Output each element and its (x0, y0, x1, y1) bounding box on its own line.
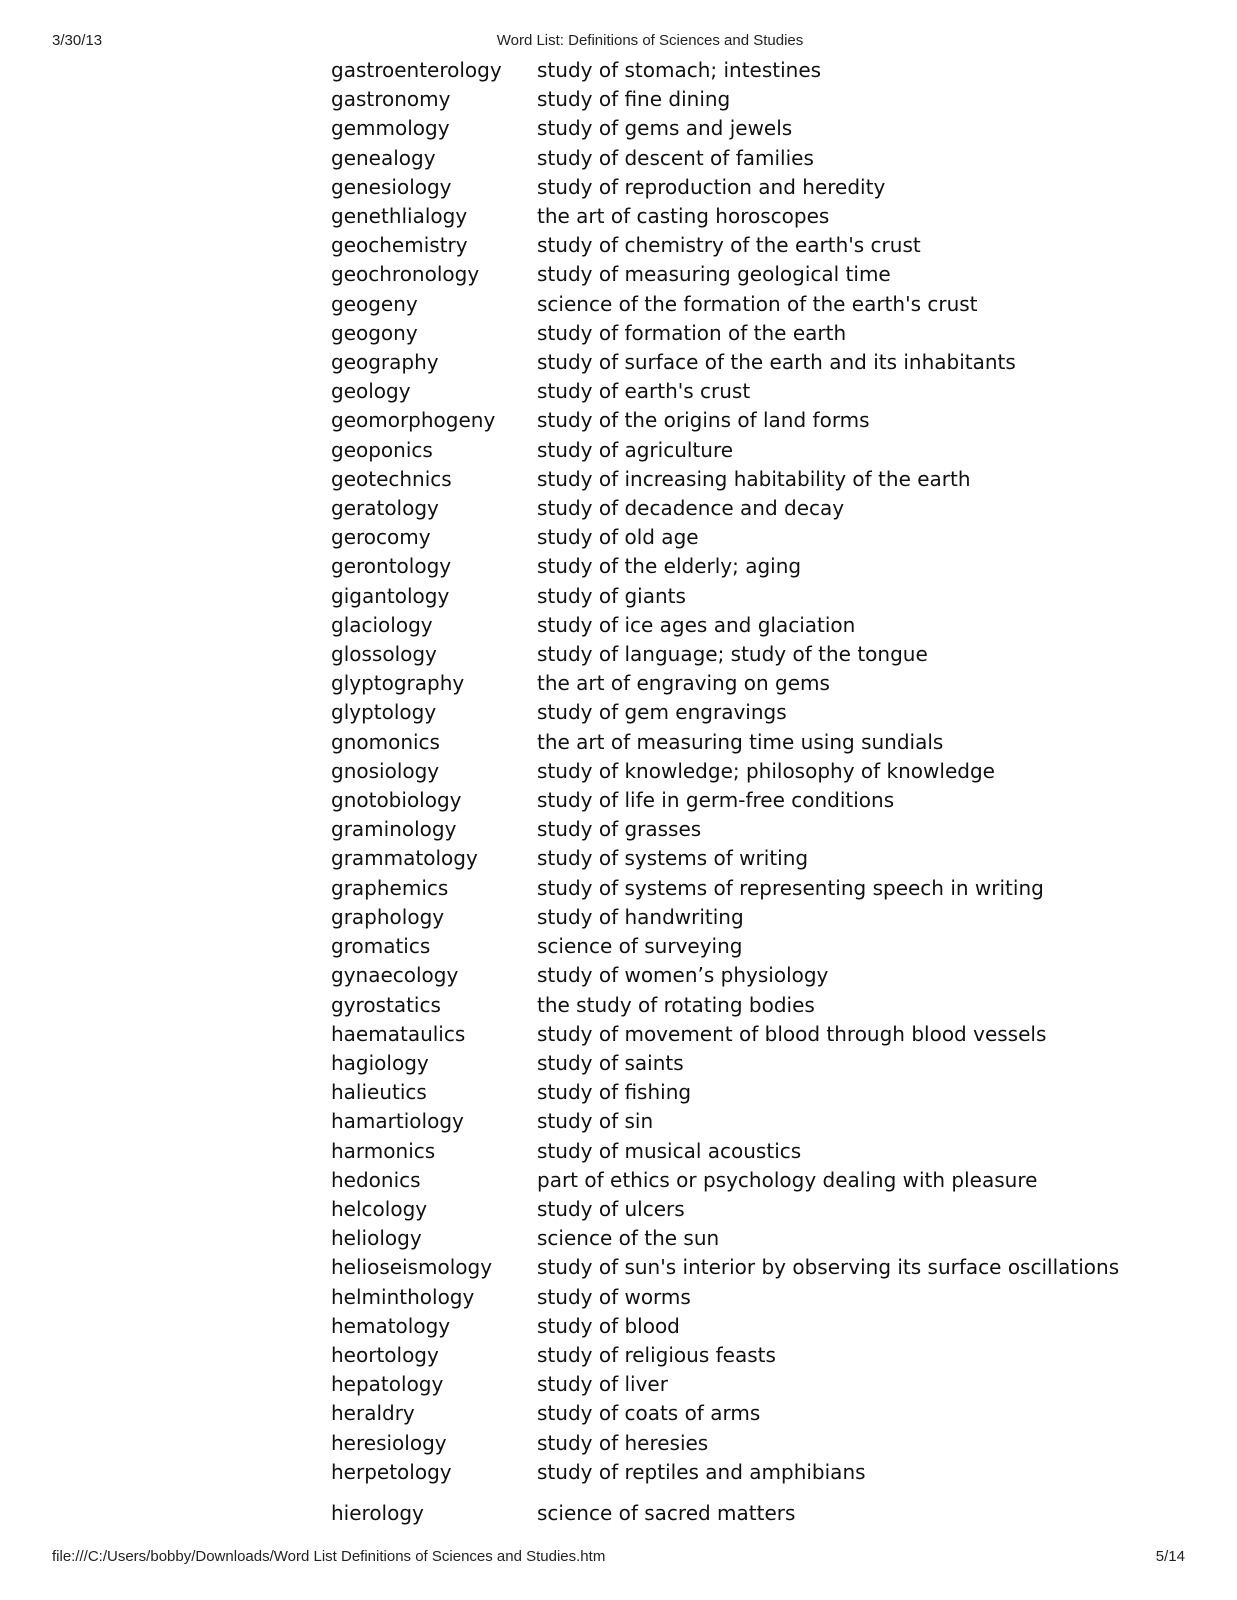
definition-cell: study of old age (537, 525, 699, 550)
term-cell: helioseismology (331, 1255, 493, 1280)
word-list-last-table (331, 1499, 795, 1528)
definition-cell: study of descent of families (537, 145, 814, 170)
table-row (331, 991, 1119, 1020)
definition-cell: study of reproduction and heredity (537, 174, 886, 199)
definition-cell: study of measuring geological time (537, 262, 891, 287)
definition-cell: study of women’s physiology (537, 963, 829, 988)
table-row (331, 290, 1119, 319)
definition-cell: study of grasses (537, 817, 702, 842)
term-cell: heraldry (331, 1401, 415, 1426)
definition-cell: study of ulcers (537, 1196, 685, 1221)
term-cell: hagiology (331, 1050, 429, 1075)
definition-cell: study of earth's crust (537, 379, 751, 404)
term-cell: gerontology (331, 554, 452, 579)
table-row (331, 1458, 1119, 1487)
term-cell: geochemistry (331, 233, 468, 258)
term-cell: gyrostatics (331, 992, 441, 1017)
file-url: file:///C:/Users/bobby/Downloads/Word List Definitions of Sciences and Studies.htm (52, 1548, 606, 1565)
term-cell: geoponics (331, 437, 433, 462)
term-cell: genethlialogy (331, 204, 468, 229)
term-cell: geology (331, 379, 411, 404)
table-row (331, 1429, 1119, 1458)
definition-cell: study of fine dining (537, 87, 731, 112)
table-row (331, 1049, 1119, 1078)
term-cell: gnomonics (331, 729, 440, 754)
table-row (331, 1137, 1119, 1166)
definition-cell: the art of engraving on gems (537, 671, 830, 696)
definition-cell: science of sacred matters (537, 1501, 796, 1525)
table-row (331, 465, 1119, 494)
table-row (331, 436, 1119, 465)
definition-cell: the art of casting horoscopes (537, 204, 830, 229)
table-row (331, 1499, 795, 1528)
table-row (331, 815, 1119, 844)
definition-cell: study of blood (537, 1313, 680, 1338)
table-row (331, 260, 1119, 289)
term-cell: herpetology (331, 1459, 452, 1484)
definition-cell: study of musical acoustics (537, 1138, 802, 1163)
definition-cell: study of decadence and decay (537, 496, 845, 521)
definition-cell: study of heresies (537, 1430, 709, 1455)
term-cell: gemmology (331, 116, 450, 141)
table-row (331, 786, 1119, 815)
term-cell: geotechnics (331, 466, 452, 491)
term-cell: halieutics (331, 1080, 427, 1105)
term-cell: graphology (331, 904, 445, 929)
table-row (331, 406, 1119, 435)
definition-cell: study of language; study of the tongue (537, 642, 928, 667)
definition-cell: study of knowledge; philosophy of knowledge (537, 758, 995, 783)
table-row (331, 173, 1119, 202)
term-cell: hierology (331, 1501, 424, 1525)
term-cell: heliology (331, 1226, 422, 1251)
definition-cell: study of systems of representing speech in writing (537, 875, 1044, 900)
definition-cell: study of life in germ-free conditions (537, 788, 895, 813)
term-cell: graphemics (331, 875, 449, 900)
table-row (331, 348, 1119, 377)
table-row (331, 231, 1119, 260)
word-list-table (331, 56, 1119, 1487)
term-cell: haemataulics (331, 1021, 466, 1046)
term-cell: hematology (331, 1313, 451, 1338)
definition-cell: study of chemistry of the earth's crust (537, 233, 921, 258)
definition-cell: study of reptiles and amphibians (537, 1459, 866, 1484)
term-cell: gnosiology (331, 758, 440, 783)
definition-cell: study of systems of writing (537, 846, 809, 871)
table-row (331, 728, 1119, 757)
term-cell: glyptology (331, 700, 437, 725)
table-row (331, 1399, 1119, 1428)
table-row (331, 1078, 1119, 1107)
term-cell: gromatics (331, 934, 431, 959)
term-cell: geogeny (331, 291, 418, 316)
term-cell: geography (331, 350, 439, 375)
table-row (331, 523, 1119, 552)
term-cell: hedonics (331, 1167, 421, 1192)
table-row (331, 932, 1119, 961)
table-row (331, 1166, 1119, 1195)
definition-cell: study of movement of blood through blood vessels (537, 1021, 1047, 1046)
term-cell: gastroenterology (331, 58, 502, 82)
term-cell: hamartiology (331, 1109, 464, 1134)
definition-cell: study of surface of the earth and its inhabitants (537, 350, 1016, 375)
term-cell: helminthology (331, 1284, 475, 1309)
term-cell: gerocomy (331, 525, 431, 550)
definition-cell: study of giants (537, 583, 686, 608)
definition-cell: study of saints (537, 1050, 684, 1075)
table-row (331, 319, 1119, 348)
table-row (331, 1224, 1119, 1253)
table-row (331, 85, 1119, 114)
table-row (331, 874, 1119, 903)
table-row (331, 611, 1119, 640)
table-row (331, 1107, 1119, 1136)
table-row (331, 144, 1119, 173)
definition-cell: study of formation of the earth (537, 320, 847, 345)
term-cell: gynaecology (331, 963, 459, 988)
table-row (331, 1020, 1119, 1049)
table-row (331, 202, 1119, 231)
definition-cell: study of increasing habitability of the earth (537, 466, 971, 491)
term-cell: glossology (331, 642, 437, 667)
term-cell: gigantology (331, 583, 450, 608)
table-row (331, 582, 1119, 611)
term-cell: geochronology (331, 262, 480, 287)
definition-cell: study of sin (537, 1109, 654, 1134)
term-cell: glaciology (331, 612, 433, 637)
table-row (331, 669, 1119, 698)
table-row (331, 1370, 1119, 1399)
table-row (331, 56, 1119, 85)
term-cell: geomorphogeny (331, 408, 496, 433)
table-row (331, 1283, 1119, 1312)
term-cell: glyptography (331, 671, 465, 696)
table-row (331, 961, 1119, 990)
definition-cell: the art of measuring time using sundials (537, 729, 944, 754)
print-date: 3/30/13 (52, 32, 103, 49)
definition-cell: part of ethics or psychology dealing with pleasure (537, 1167, 1038, 1192)
table-row (331, 377, 1119, 406)
term-cell: helcology (331, 1196, 428, 1221)
table-row (331, 1195, 1119, 1224)
term-cell: grammatology (331, 846, 478, 871)
definition-cell: study of gem engravings (537, 700, 787, 725)
definition-cell: the study of rotating bodies (537, 992, 815, 1017)
term-cell: genealogy (331, 145, 436, 170)
definition-cell: study of gems and jewels (537, 116, 793, 141)
term-cell: hepatology (331, 1372, 444, 1397)
definition-cell: study of sun's interior by observing its surface oscillations (537, 1255, 1120, 1280)
page-title: Word List: Definitions of Sciences and Studies (496, 32, 804, 49)
page-number: 5/14 (1155, 1548, 1185, 1565)
definition-cell: study of ice ages and glaciation (537, 612, 856, 637)
table-row (331, 1341, 1119, 1370)
definition-cell: study of handwriting (537, 904, 744, 929)
definition-cell: science of the formation of the earth's crust (537, 291, 978, 316)
definition-cell: science of the sun (537, 1226, 720, 1251)
definition-cell: science of surveying (537, 934, 743, 959)
term-cell: gastronomy (331, 87, 451, 112)
table-row (331, 698, 1119, 727)
definition-cell: study of the origins of land forms (537, 408, 870, 433)
print-header (0, 32, 1237, 52)
table-row (331, 1253, 1119, 1282)
table-row (331, 494, 1119, 523)
table-row (331, 114, 1119, 143)
definition-cell: study of agriculture (537, 437, 734, 462)
table-row (331, 552, 1119, 581)
table-row (331, 757, 1119, 786)
table-row (331, 1312, 1119, 1341)
table-row (331, 640, 1119, 669)
term-cell: gnotobiology (331, 788, 462, 813)
print-footer (0, 1548, 1237, 1568)
term-cell: genesiology (331, 174, 452, 199)
definition-cell: study of religious feasts (537, 1342, 776, 1367)
term-cell: geogony (331, 320, 418, 345)
term-cell: heresiology (331, 1430, 447, 1455)
definition-cell: study of liver (537, 1372, 668, 1397)
term-cell: heortology (331, 1342, 439, 1367)
term-cell: graminology (331, 817, 457, 842)
table-row (331, 903, 1119, 932)
definition-cell: study of coats of arms (537, 1401, 761, 1426)
word-list-body (331, 56, 1119, 1487)
term-cell: geratology (331, 496, 439, 521)
definition-cell: study of fishing (537, 1080, 692, 1105)
table-row (331, 844, 1119, 873)
definition-cell: study of the elderly; aging (537, 554, 802, 579)
term-cell: harmonics (331, 1138, 436, 1163)
definition-cell: study of stomach; intestines (537, 58, 822, 82)
definition-cell: study of worms (537, 1284, 691, 1309)
